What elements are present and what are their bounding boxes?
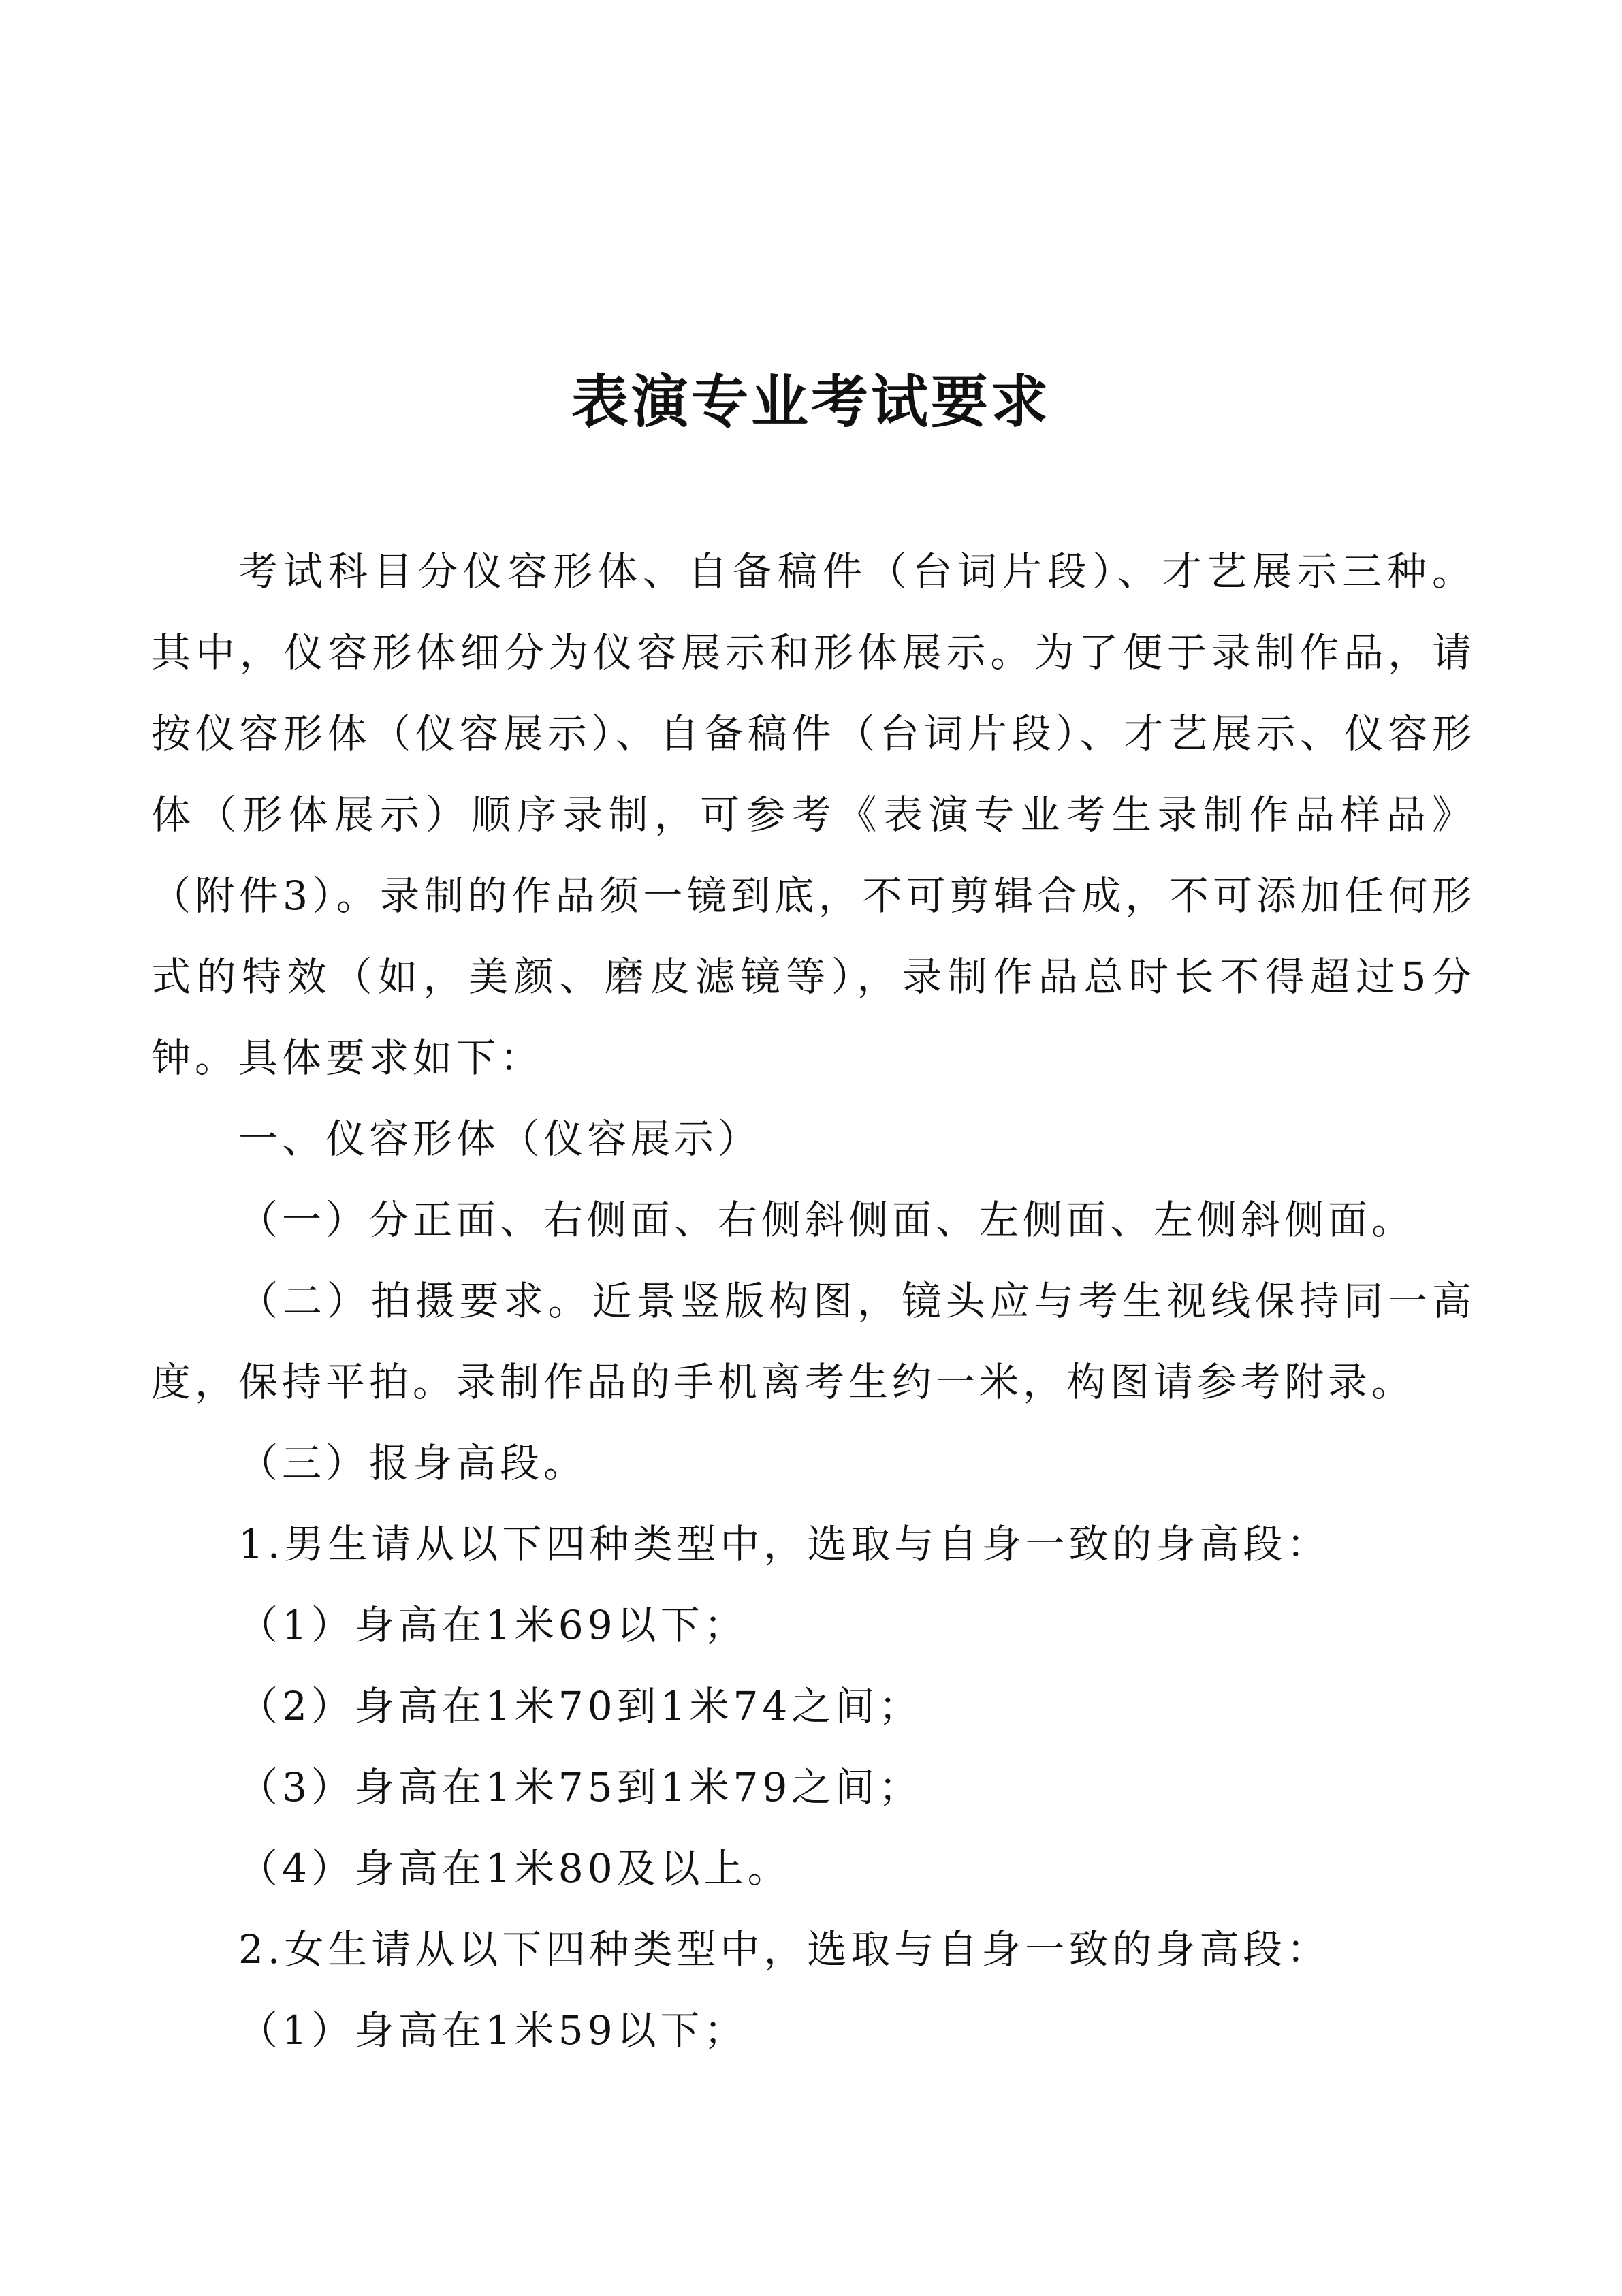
male-height-option-4: （4）身高在1米80及以上。 — [238, 1845, 791, 1891]
item-shooting-requirements: （二）拍摄要求。近景竖版构图，镜头应与考生视线保持同一高度，保持平拍。录制作品的手机离考生约一米，构图请参考附录。 — [151, 1278, 1476, 1405]
female-height-intro: 2.女生请从以下四种类型中，选取与自身一致的身高段： — [238, 1926, 1331, 1972]
male-height-option-2: （2）身高在1米70到1米74之间； — [238, 1683, 923, 1729]
male-height-option-1: （1）身高在1米69以下； — [238, 1602, 748, 1648]
male-height-option-3: （3）身高在1米75到1米79之间； — [238, 1764, 923, 1810]
document-body — [151, 531, 1476, 2071]
male-height-intro: 1.男生请从以下四种类型中，选取与自身一致的身高段： — [238, 1521, 1331, 1567]
section-heading-appearance: 一、仪容形体（仪容展示） — [238, 1116, 762, 1162]
document-title: 表演专业考试要求 — [571, 368, 1051, 435]
item-views: （一）分正面、右侧面、右侧斜侧面、左侧面、左侧斜侧面。 — [238, 1197, 1416, 1243]
female-height-option-1: （1）身高在1米59以下； — [238, 2007, 748, 2054]
intro-paragraph: 考试科目分仪容形体、自备稿件（台词片段）、才艺展示三种。其中，仪容形体细分为仪容展示和形体展示。为了便于录制作品，请按仪容形体（仪容展示）、自备稿件（台词片段）、才艺展示、仪容形体（形体展示）顺序录制，可参考《表演专业考生录制作品样品》（附件3）。录制的作品须一镜到底，不可剪辑合成，不可添加任何形式的特效（如，美颜、磨皮滤镜等），录制作品总时长不得超过5分钟。具体要求如下： — [151, 548, 1476, 1081]
item-height-report: （三）报身高段。 — [238, 1440, 588, 1486]
